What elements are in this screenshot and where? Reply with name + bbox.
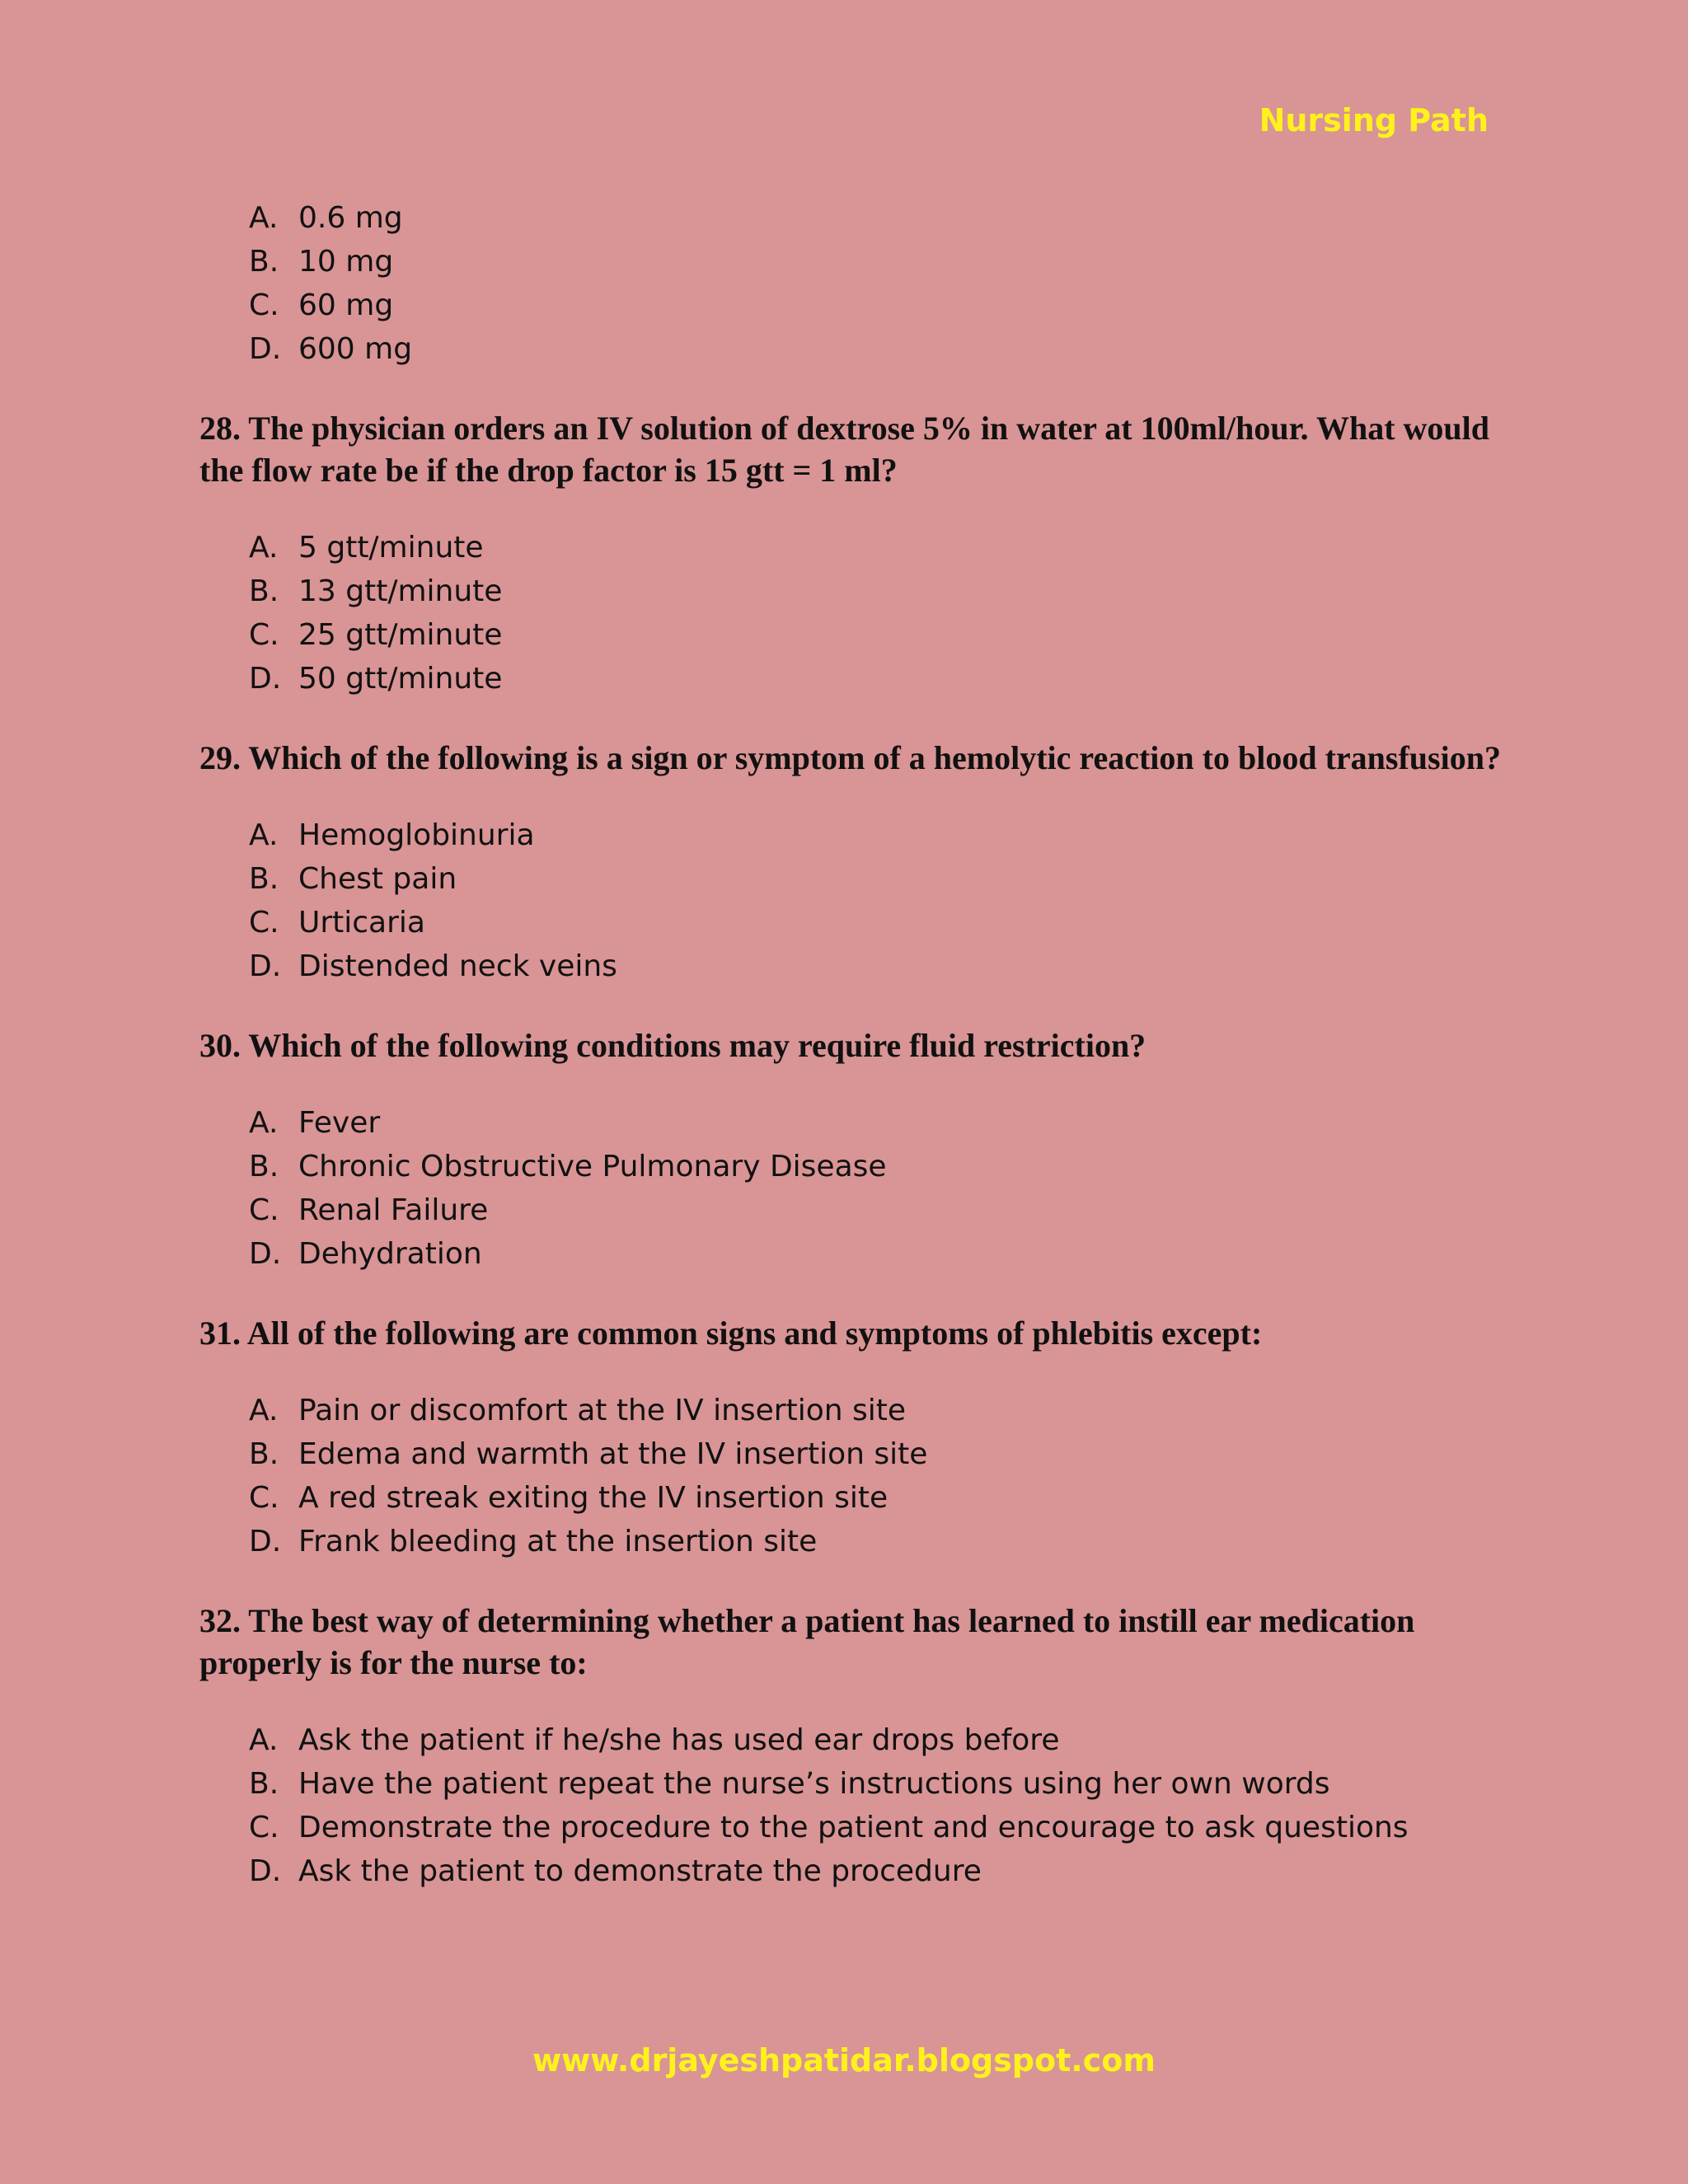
option-text: Frank bleeding at the insertion site xyxy=(298,1525,818,1558)
option-letter: A. xyxy=(249,1106,279,1140)
option-item xyxy=(249,944,1518,988)
page-header-title: Nursing Path xyxy=(1259,102,1489,138)
option-item xyxy=(249,1520,1518,1563)
option-letter: D. xyxy=(249,332,282,366)
option-item xyxy=(249,1476,1518,1520)
option-text: Hemoglobinuria xyxy=(298,818,535,852)
options-list xyxy=(199,1718,1518,1893)
option-letter: B. xyxy=(249,1767,279,1801)
option-letter: D. xyxy=(249,1237,282,1271)
option-letter: A. xyxy=(249,201,279,235)
option-text: 5 gtt/minute xyxy=(298,531,484,565)
question-text: 32. The best way of determining whether a patient has learned to instill ear medication properly is for the nurse to: xyxy=(199,1602,1415,1681)
option-item xyxy=(249,1389,1518,1432)
option-item xyxy=(249,657,1518,701)
option-text: Pain or discomfort at the IV insertion site xyxy=(298,1394,907,1427)
option-letter: C. xyxy=(249,618,279,652)
question-block-30 xyxy=(199,1024,1518,1276)
option-text: 0.6 mg xyxy=(298,201,403,235)
option-item xyxy=(249,1849,1518,1893)
option-item xyxy=(249,1101,1518,1145)
option-text: 50 gtt/minute xyxy=(298,662,503,696)
question-text: 30. Which of the following conditions may require fluid restriction? xyxy=(199,1027,1146,1064)
option-text: Dehydration xyxy=(298,1237,482,1271)
option-letter: D. xyxy=(249,949,282,983)
option-item xyxy=(249,1145,1518,1188)
question-content xyxy=(199,196,1518,1893)
option-text: Ask the patient if he/she has used ear drops before xyxy=(298,1723,1060,1757)
option-text: 13 gtt/minute xyxy=(298,574,503,608)
option-text: Chronic Obstructive Pulmonary Disease xyxy=(298,1150,887,1183)
option-item xyxy=(249,327,1518,371)
option-item xyxy=(249,613,1518,657)
options-list xyxy=(199,526,1518,701)
question-text: 28. The physician orders an IV solution of dextrose 5% in water at 100ml/hour. What would the flow rate be if the drop factor is 15 gtt = 1 ml? xyxy=(199,410,1490,489)
option-text: 10 mg xyxy=(298,245,394,279)
option-letter: B. xyxy=(249,574,279,608)
option-item xyxy=(249,569,1518,613)
option-item xyxy=(249,526,1518,569)
option-text: Urticaria xyxy=(298,906,425,940)
option-text: 600 mg xyxy=(298,332,413,366)
option-letter: C. xyxy=(249,288,279,322)
option-letter: C. xyxy=(249,1811,279,1844)
question-block-31 xyxy=(199,1312,1518,1563)
option-item xyxy=(249,1718,1518,1762)
option-letter: B. xyxy=(249,1150,279,1183)
options-list xyxy=(199,1101,1518,1276)
option-text: Renal Failure xyxy=(298,1193,489,1227)
option-text: Edema and warmth at the IV insertion site xyxy=(298,1437,928,1471)
question-text: 29. Which of the following is a sign or symptom of a hemolytic reaction to blood transfusion? xyxy=(199,739,1501,776)
option-letter: A. xyxy=(249,1394,279,1427)
footer-url-link[interactable]: www.drjayeshpatidar.blogspot.com xyxy=(532,2042,1156,2079)
option-letter: A. xyxy=(249,1723,279,1757)
option-item xyxy=(249,813,1518,857)
options-list xyxy=(199,813,1518,988)
option-letter: C. xyxy=(249,1193,279,1227)
option-item xyxy=(249,1232,1518,1276)
option-item xyxy=(249,857,1518,901)
option-letter: B. xyxy=(249,1437,279,1471)
option-item xyxy=(249,284,1518,327)
option-text: Demonstrate the procedure to the patient and encourage to ask questions xyxy=(298,1811,1409,1844)
option-letter: C. xyxy=(249,1481,279,1515)
option-letter: A. xyxy=(249,818,279,852)
question-block-28 xyxy=(199,407,1518,701)
option-item xyxy=(249,901,1518,944)
option-letter: A. xyxy=(249,531,279,565)
option-text: 25 gtt/minute xyxy=(298,618,503,652)
option-text: A red streak exiting the IV insertion site xyxy=(298,1481,889,1515)
option-letter: D. xyxy=(249,662,282,696)
option-text: Fever xyxy=(298,1106,381,1140)
option-text: Have the patient repeat the nurse’s instructions using her own words xyxy=(298,1767,1330,1801)
option-letter: D. xyxy=(249,1854,282,1888)
question-text: 31. All of the following are common signs and symptoms of phlebitis except: xyxy=(199,1315,1263,1352)
question-block-29 xyxy=(199,737,1518,988)
option-text: 60 mg xyxy=(298,288,394,322)
option-item xyxy=(249,1806,1518,1849)
option-text: Distended neck veins xyxy=(298,949,617,983)
option-item xyxy=(249,1188,1518,1232)
option-letter: B. xyxy=(249,862,279,896)
option-text: Chest pain xyxy=(298,862,457,896)
option-letter: D. xyxy=(249,1525,282,1558)
initial-options-list xyxy=(199,196,1518,371)
option-letter: C. xyxy=(249,906,279,940)
option-text: Ask the patient to demonstrate the procedure xyxy=(298,1854,982,1888)
option-item xyxy=(249,1432,1518,1476)
options-list xyxy=(199,1389,1518,1563)
question-block-32 xyxy=(199,1600,1518,1893)
option-letter: B. xyxy=(249,245,279,279)
option-item xyxy=(249,1762,1518,1806)
option-item xyxy=(249,240,1518,284)
option-item xyxy=(249,196,1518,240)
